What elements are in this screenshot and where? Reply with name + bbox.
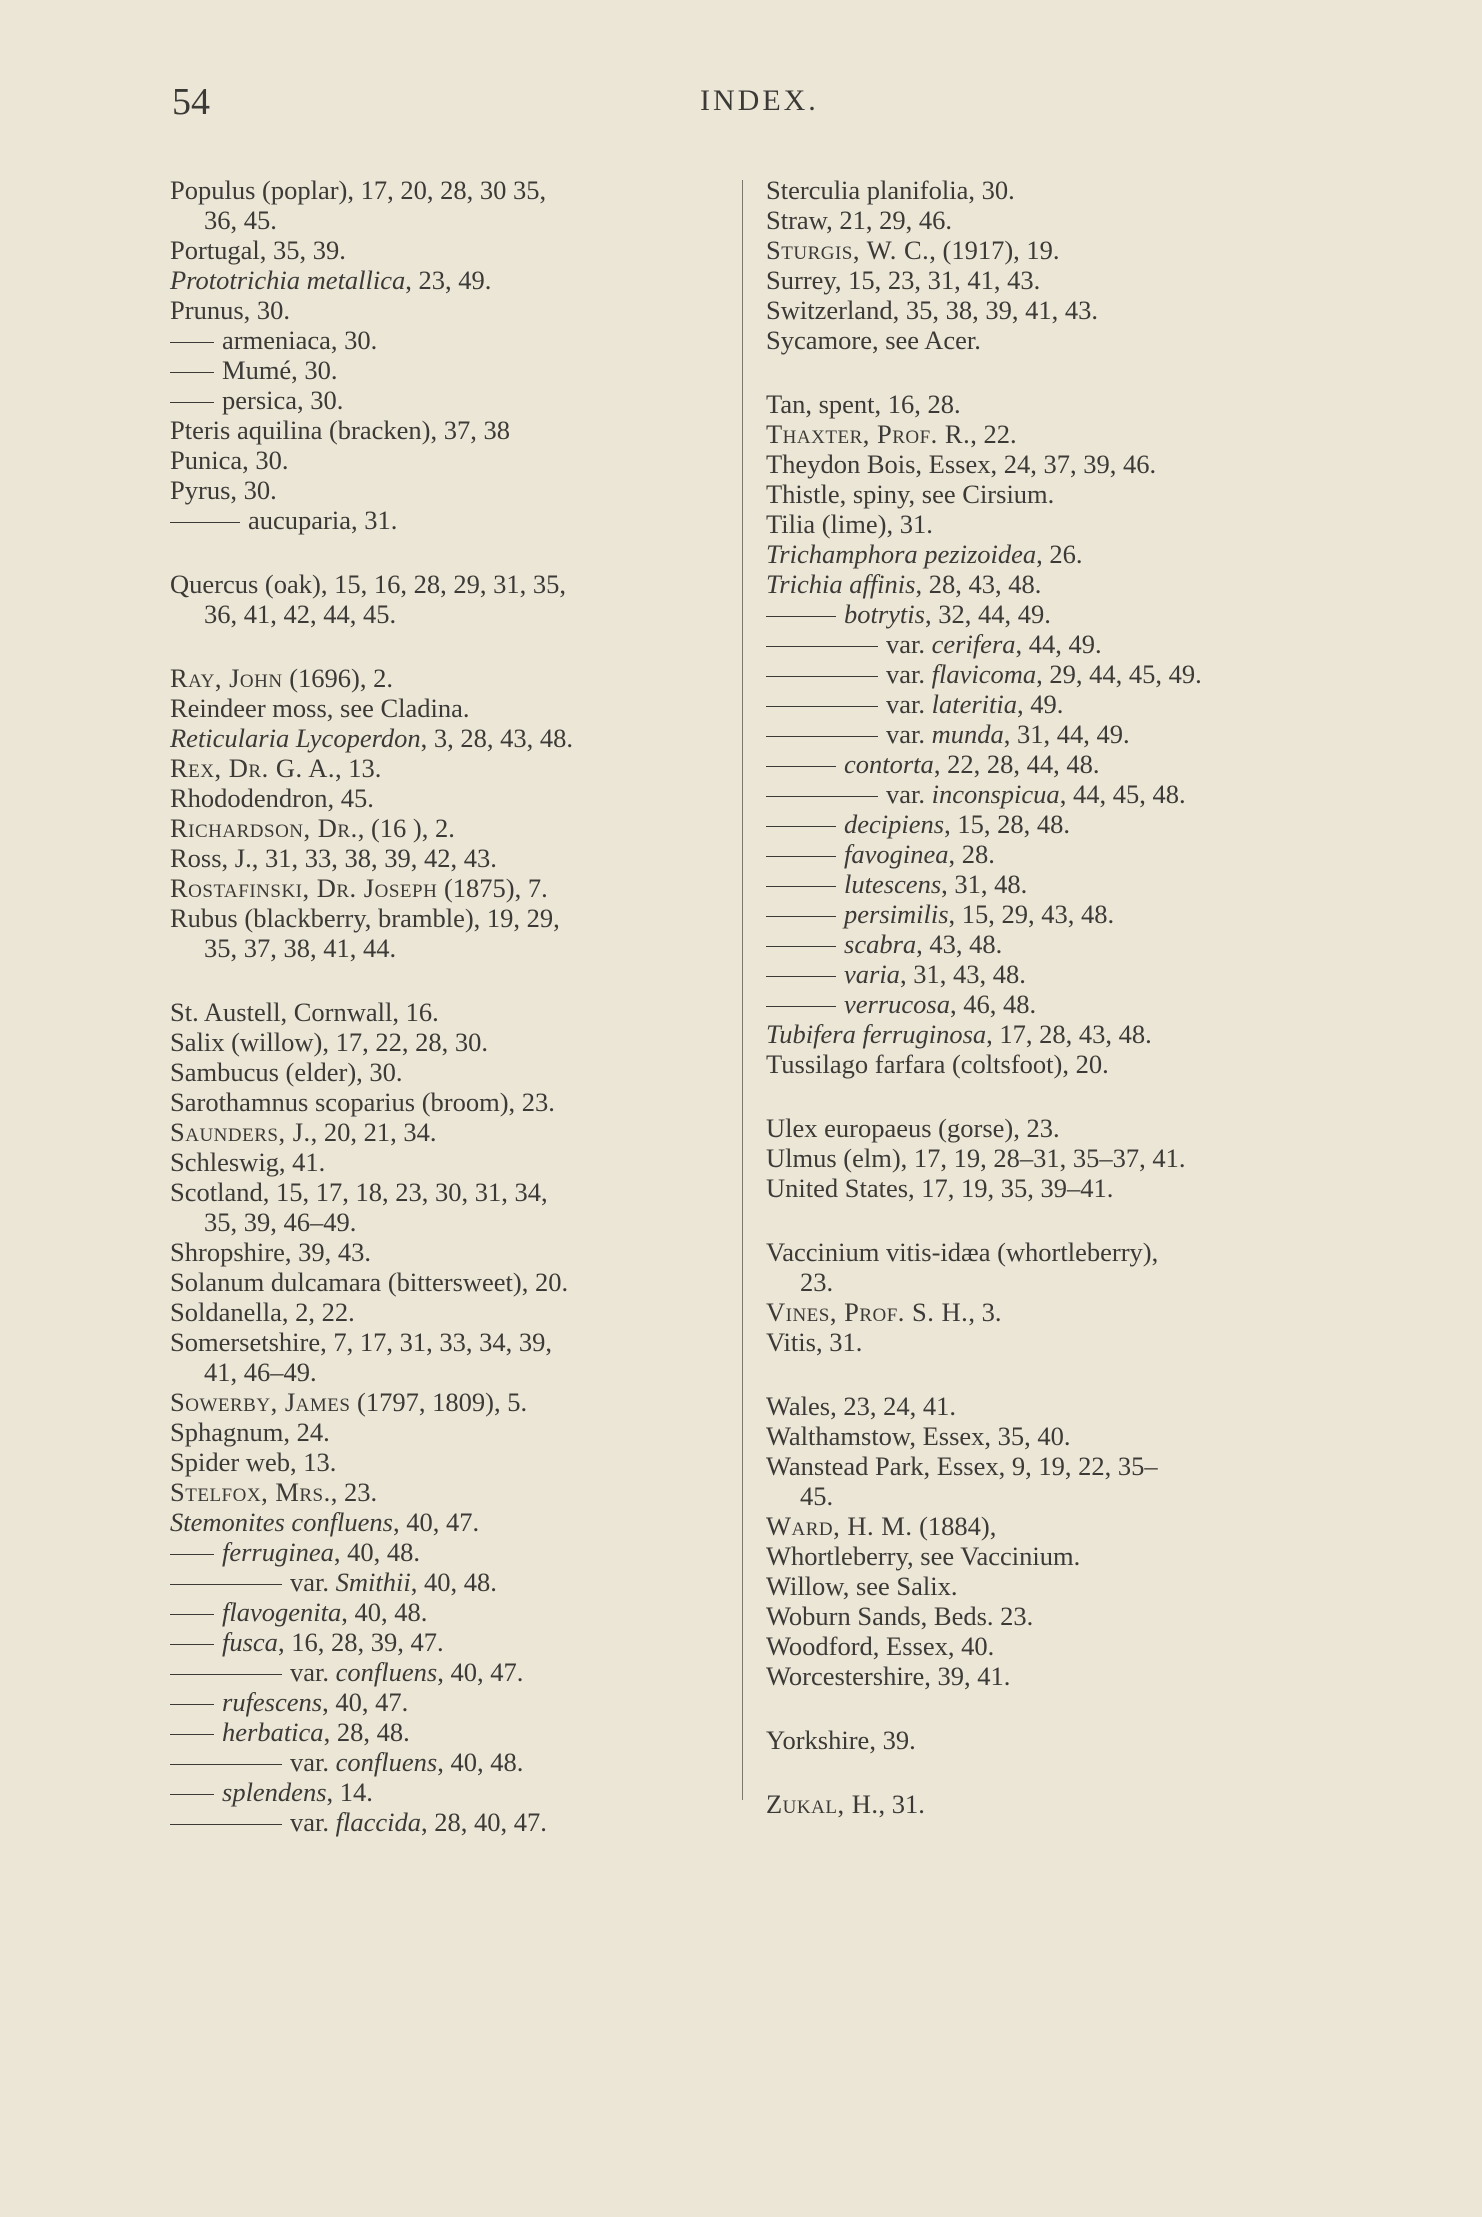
entry-text: , 16, 28, 39, 47.	[277, 1627, 444, 1657]
index-column-left	[170, 175, 730, 1837]
index-entry	[170, 355, 730, 385]
entry-italic-text: Trichia affinis	[766, 569, 916, 599]
index-entry	[766, 1571, 1336, 1601]
index-entry	[170, 693, 730, 723]
section-gap	[766, 1357, 1336, 1391]
index-entry	[766, 689, 1336, 719]
section-gap	[766, 355, 1336, 389]
entry-smallcaps-text: Zukal, H.	[766, 1789, 879, 1819]
entry-smallcaps-text: Rex, Dr. G. A.	[170, 753, 336, 783]
index-entry	[170, 569, 730, 599]
entry-text: aucuparia, 31.	[248, 505, 398, 535]
entry-text: Switzerland, 35, 38, 39, 41, 43.	[766, 295, 1098, 325]
index-entry	[170, 175, 730, 205]
ditto-dash	[766, 826, 836, 827]
entry-text: Schleswig, 41.	[170, 1147, 326, 1177]
entry-italic-text: splendens	[222, 1777, 327, 1807]
entry-text: , 3.	[968, 1297, 1002, 1327]
entry-text: , 29, 44, 45, 49.	[1036, 659, 1202, 689]
entry-text: , 40, 48.	[437, 1747, 524, 1777]
ditto-dash	[170, 1674, 282, 1675]
entry-italic-text: scabra	[844, 929, 917, 959]
ditto-dash	[766, 1006, 836, 1007]
column-divider	[742, 180, 743, 1800]
index-entry	[766, 719, 1336, 749]
entry-text: Solanum dulcamara (bittersweet), 20.	[170, 1267, 569, 1297]
entry-text: Tan, spent, 16, 28.	[766, 389, 961, 419]
index-entry	[766, 1601, 1336, 1631]
index-entry	[766, 265, 1336, 295]
section-gap	[170, 963, 730, 997]
entry-text: Tilia (lime), 31.	[766, 509, 933, 539]
ditto-dash	[170, 1704, 214, 1705]
ditto-dash	[170, 1734, 214, 1735]
index-entry	[766, 599, 1336, 629]
index-entry	[766, 1049, 1336, 1079]
entry-smallcaps-text: Ray, John	[170, 663, 283, 693]
index-entry	[766, 1451, 1336, 1481]
index-entry	[170, 1237, 730, 1267]
entry-text: Willow, see Salix.	[766, 1571, 958, 1601]
ditto-dash	[170, 1614, 214, 1615]
index-entry	[766, 1421, 1336, 1451]
entry-text: Sarothamnus scoparius (broom), 23.	[170, 1087, 555, 1117]
index-entry	[170, 1567, 730, 1597]
entry-text: Wales, 23, 24, 41.	[766, 1391, 956, 1421]
entry-text: 36, 45.	[204, 205, 277, 235]
entry-text: , 17, 28, 43, 48.	[986, 1019, 1152, 1049]
index-entry	[766, 1511, 1336, 1541]
entry-text: United States, 17, 19, 35, 39–41.	[766, 1173, 1114, 1203]
index-entry	[766, 959, 1336, 989]
entry-text: , 40, 48.	[410, 1567, 497, 1597]
index-entry	[170, 663, 730, 693]
index-entry	[170, 1117, 730, 1147]
index-entry	[170, 1447, 730, 1477]
index-entry	[766, 1327, 1336, 1357]
index-entry-continuation	[170, 599, 730, 629]
entry-italic-text: lutescens	[844, 869, 942, 899]
entry-italic-text: herbatica	[222, 1717, 324, 1747]
entry-text: Spider web, 13.	[170, 1447, 337, 1477]
entry-text: (1797, 1809), 5.	[350, 1387, 528, 1417]
entry-text: Rubus (blackberry, bramble), 19, 29,	[170, 903, 560, 933]
index-entry	[766, 325, 1336, 355]
entry-text: Punica, 30.	[170, 445, 289, 475]
index-entry	[766, 235, 1336, 265]
entry-italic-text: decipiens	[844, 809, 945, 839]
section-gap	[766, 1079, 1336, 1113]
entry-text: Yorkshire, 39.	[766, 1725, 916, 1755]
index-entry	[766, 1391, 1336, 1421]
index-entry	[170, 265, 730, 295]
entry-text: (1875), 7.	[437, 873, 548, 903]
ditto-dash	[170, 1644, 214, 1645]
entry-text: Sterculia planifolia, 30.	[766, 175, 1015, 205]
index-entry	[170, 1387, 730, 1417]
entry-italic-text: flaccida	[335, 1807, 421, 1837]
index-entry-continuation	[170, 1207, 730, 1237]
ditto-dash	[170, 1764, 282, 1765]
entry-text: Sycamore, see Acer.	[766, 325, 981, 355]
index-entry	[170, 235, 730, 265]
entry-text: var.	[290, 1807, 336, 1837]
entry-text: Vaccinium vitis-idæa (whortleberry),	[766, 1237, 1159, 1267]
entry-text: , 32, 44, 49.	[924, 599, 1051, 629]
index-entry	[170, 1177, 730, 1207]
index-entry	[170, 1027, 730, 1057]
index-entry	[766, 869, 1336, 899]
ditto-dash	[766, 676, 878, 677]
entry-italic-text: persimilis	[844, 899, 949, 929]
entry-text: , (16 ), 2.	[357, 813, 455, 843]
entry-italic-text: confluens	[335, 1657, 438, 1687]
entry-text: , (1917), 19.	[929, 235, 1060, 265]
index-entry	[170, 997, 730, 1027]
entry-italic-text: Smithii	[335, 1567, 411, 1597]
index-entry	[766, 1631, 1336, 1661]
entry-italic-text: lateritia	[931, 689, 1018, 719]
entry-text: (1884),	[912, 1511, 997, 1541]
entry-text: 36, 41, 42, 44, 45.	[204, 599, 397, 629]
index-entry	[170, 385, 730, 415]
entry-text: , 44, 49.	[1015, 629, 1102, 659]
index-entry	[170, 723, 730, 753]
entry-text: , 26.	[1036, 539, 1083, 569]
index-entry	[170, 1717, 730, 1747]
index-entry	[766, 1237, 1336, 1267]
entry-text: , 28, 40, 47.	[421, 1807, 547, 1837]
index-entry	[766, 809, 1336, 839]
section-gap	[766, 1691, 1336, 1725]
index-entry	[766, 1789, 1336, 1819]
entry-italic-text: ferruginea	[222, 1537, 334, 1567]
entry-text: Wanstead Park, Essex, 9, 19, 22, 35–	[766, 1451, 1158, 1481]
index-entry	[170, 903, 730, 933]
entry-text: Reindeer moss, see Cladina.	[170, 693, 470, 723]
entry-text: Prunus, 30.	[170, 295, 291, 325]
index-entry	[766, 629, 1336, 659]
entry-italic-text: flavicoma	[931, 659, 1037, 689]
entry-italic-text: rufescens	[222, 1687, 323, 1717]
ditto-dash	[766, 946, 836, 947]
index-entry	[766, 419, 1336, 449]
index-entry	[766, 295, 1336, 325]
ditto-dash	[766, 796, 878, 797]
entry-text: , 44, 45, 48.	[1059, 779, 1186, 809]
entry-text: Straw, 21, 29, 46.	[766, 205, 952, 235]
entry-text: Somersetshire, 7, 17, 31, 33, 34, 39,	[170, 1327, 553, 1357]
index-entry	[170, 1807, 730, 1837]
entry-text: , 31.	[878, 1789, 925, 1819]
entry-text: , 28, 48.	[323, 1717, 410, 1747]
entry-text: Walthamstow, Essex, 35, 40.	[766, 1421, 1071, 1451]
index-entry	[170, 325, 730, 355]
index-entry	[170, 753, 730, 783]
entry-text: Theydon Bois, Essex, 24, 37, 39, 46.	[766, 449, 1157, 479]
entry-text: Thistle, spiny, see Cirsium.	[766, 479, 1055, 509]
index-entry	[766, 659, 1336, 689]
page-number: 54	[172, 81, 210, 123]
ditto-dash	[766, 646, 878, 647]
entry-text: 35, 39, 46–49.	[204, 1207, 357, 1237]
entry-text: , 14.	[326, 1777, 373, 1807]
index-entry	[766, 569, 1336, 599]
index-entry	[766, 449, 1336, 479]
entry-text: var.	[886, 779, 932, 809]
entry-text: 41, 46–49.	[204, 1357, 317, 1387]
index-entry	[170, 1267, 730, 1297]
index-entry	[170, 1597, 730, 1627]
entry-text: , 3, 28, 43, 48.	[420, 723, 574, 753]
index-entry	[170, 475, 730, 505]
entry-smallcaps-text: Vines, Prof. S. H.	[766, 1297, 969, 1327]
entry-text: , 13.	[335, 753, 382, 783]
section-gap	[170, 629, 730, 663]
entry-text: , 22.	[970, 419, 1017, 449]
ditto-dash	[170, 402, 214, 403]
ditto-dash	[766, 616, 836, 617]
index-entry	[766, 779, 1336, 809]
running-head: INDEX.	[700, 84, 819, 117]
entry-smallcaps-text: Stelfox, Mrs.	[170, 1477, 331, 1507]
entry-text: Pteris aquilina (bracken), 37, 38	[170, 415, 510, 445]
entry-italic-text: varia	[844, 959, 900, 989]
entry-smallcaps-text: Sturgis, W. C.	[766, 235, 930, 265]
ditto-dash	[170, 1554, 214, 1555]
index-entry	[766, 1725, 1336, 1755]
entry-text: , 31, 44, 49.	[1003, 719, 1130, 749]
entry-smallcaps-text: Thaxter, Prof. R.	[766, 419, 971, 449]
index-entry	[170, 1057, 730, 1087]
entry-text: Quercus (oak), 15, 16, 28, 29, 31, 35,	[170, 569, 566, 599]
index-entry	[766, 1173, 1336, 1203]
entry-italic-text: verrucosa	[844, 989, 950, 1019]
entry-text: (1696), 2.	[282, 663, 394, 693]
entry-text: var.	[886, 689, 932, 719]
entry-text: , 40, 47.	[322, 1687, 409, 1717]
ditto-dash	[766, 916, 836, 917]
index-column-right	[766, 175, 1336, 1819]
ditto-dash	[170, 522, 240, 523]
index-entry	[766, 899, 1336, 929]
index-entry-continuation	[170, 933, 730, 963]
index-entry	[170, 295, 730, 325]
index-entry	[170, 843, 730, 873]
entry-text: Ross, J., 31, 33, 38, 39, 42, 43.	[170, 843, 497, 873]
entry-text: armeniaca, 30.	[222, 325, 378, 355]
entry-text: , 49.	[1017, 689, 1064, 719]
index-entry	[766, 1143, 1336, 1173]
ditto-dash	[170, 1584, 282, 1585]
entry-smallcaps-text: Richardson, Dr.	[170, 813, 358, 843]
entry-text: , 20, 21, 34.	[310, 1117, 437, 1147]
entry-text: , 28, 43, 48.	[915, 569, 1042, 599]
entry-text: Tussilago farfara (coltsfoot), 20.	[766, 1049, 1109, 1079]
index-entry	[766, 539, 1336, 569]
index-entry	[170, 1537, 730, 1567]
index-entry	[766, 1019, 1336, 1049]
entry-smallcaps-text: Sowerby, James	[170, 1387, 351, 1417]
index-entry	[766, 479, 1336, 509]
entry-text: , 43, 48.	[916, 929, 1003, 959]
index-entry	[766, 1541, 1336, 1571]
index-entry	[170, 505, 730, 535]
index-entry	[766, 929, 1336, 959]
index-entry	[170, 1477, 730, 1507]
entry-text: Worcestershire, 39, 41.	[766, 1661, 1011, 1691]
entry-italic-text: cerifera	[931, 629, 1016, 659]
index-entry-continuation	[766, 1481, 1336, 1511]
index-entry	[766, 839, 1336, 869]
entry-italic-text: munda	[931, 719, 1004, 749]
entry-text: Portugal, 35, 39.	[170, 235, 346, 265]
ditto-dash	[766, 886, 836, 887]
index-entry	[170, 445, 730, 475]
entry-italic-text: flavogenita	[222, 1597, 342, 1627]
entry-text: Soldanella, 2, 22.	[170, 1297, 355, 1327]
ditto-dash	[766, 856, 836, 857]
ditto-dash	[766, 976, 836, 977]
entry-text: Shropshire, 39, 43.	[170, 1237, 371, 1267]
entry-text: , 15, 29, 43, 48.	[948, 899, 1115, 929]
entry-text: , 31, 48.	[941, 869, 1028, 899]
section-gap	[766, 1203, 1336, 1237]
entry-text: var.	[886, 629, 932, 659]
entry-text: , 40, 47.	[393, 1507, 480, 1537]
entry-text: , 23, 49.	[405, 265, 492, 295]
entry-text: , 40, 47.	[437, 1657, 524, 1687]
entry-text: , 40, 48.	[333, 1537, 420, 1567]
index-entry	[170, 1627, 730, 1657]
entry-text: var.	[886, 659, 932, 689]
entry-italic-text: Stemonites confluens	[170, 1507, 393, 1537]
index-entry	[170, 1657, 730, 1687]
index-entry	[170, 1297, 730, 1327]
index-entry	[766, 1297, 1336, 1327]
entry-text: , 40, 48.	[341, 1597, 428, 1627]
ditto-dash	[766, 706, 878, 707]
entry-italic-text: fusca	[222, 1627, 278, 1657]
entry-text: var.	[290, 1657, 336, 1687]
entry-text: Ulex europaeus (gorse), 23.	[766, 1113, 1060, 1143]
entry-italic-text: Prototrichia metallica	[170, 265, 406, 295]
entry-smallcaps-text: Rostafinski, Dr. Joseph	[170, 873, 438, 903]
entry-italic-text: favoginea	[844, 839, 949, 869]
entry-text: Surrey, 15, 23, 31, 41, 43.	[766, 265, 1041, 295]
entry-text: Pyrus, 30.	[170, 475, 277, 505]
index-entry	[170, 783, 730, 813]
entry-text: Woburn Sands, Beds. 23.	[766, 1601, 1034, 1631]
index-entry	[170, 1327, 730, 1357]
index-entry	[766, 1661, 1336, 1691]
entry-text: 35, 37, 38, 41, 44.	[204, 933, 397, 963]
entry-text: , 23.	[330, 1477, 378, 1507]
index-entry	[766, 989, 1336, 1019]
index-entry	[170, 873, 730, 903]
ditto-dash	[766, 736, 878, 737]
entry-text: Ulmus (elm), 17, 19, 28–31, 35–37, 41.	[766, 1143, 1186, 1173]
index-entry	[766, 205, 1336, 235]
index-entry	[170, 1777, 730, 1807]
entry-italic-text: Tubifera ferruginosa	[766, 1019, 987, 1049]
entry-text: 45.	[800, 1481, 834, 1511]
entry-italic-text: contorta	[844, 749, 934, 779]
index-entry	[170, 1687, 730, 1717]
index-entry	[170, 1087, 730, 1117]
entry-text: , 22, 28, 44, 48.	[933, 749, 1100, 779]
index-entry	[170, 1417, 730, 1447]
index-entry	[766, 175, 1336, 205]
section-gap	[170, 535, 730, 569]
index-entry-continuation	[170, 1357, 730, 1387]
entry-text: Populus (poplar), 17, 20, 28, 30 35,	[170, 175, 547, 205]
entry-text: , 46, 48.	[949, 989, 1037, 1019]
entry-text: , 31, 43, 48.	[899, 959, 1026, 989]
index-entry-continuation	[170, 205, 730, 235]
entry-italic-text: Trichamphora pezizoidea	[766, 539, 1037, 569]
ditto-dash	[766, 766, 836, 767]
entry-text: Woodford, Essex, 40.	[766, 1631, 995, 1661]
entry-text: Scotland, 15, 17, 18, 23, 30, 31, 34,	[170, 1177, 548, 1207]
ditto-dash	[170, 1794, 214, 1795]
entry-text: Mumé, 30.	[222, 355, 338, 385]
entry-text: Rhododendron, 45.	[170, 783, 374, 813]
entry-smallcaps-text: Ward, H. M.	[766, 1511, 913, 1541]
section-gap	[766, 1755, 1336, 1789]
ditto-dash	[170, 342, 214, 343]
entry-text: Sambucus (elder), 30.	[170, 1057, 403, 1087]
index-entry	[766, 749, 1336, 779]
entry-text: var.	[290, 1567, 336, 1597]
index-entry	[170, 813, 730, 843]
entry-text: persica, 30.	[222, 385, 344, 415]
entry-text: 23.	[800, 1267, 834, 1297]
ditto-dash	[170, 1824, 282, 1825]
entry-smallcaps-text: Saunders, J.	[170, 1117, 311, 1147]
entry-text: Salix (willow), 17, 22, 28, 30.	[170, 1027, 488, 1057]
entry-text: Vitis, 31.	[766, 1327, 863, 1357]
index-entry	[170, 1507, 730, 1537]
entry-text: Whortleberry, see Vaccinium.	[766, 1541, 1081, 1571]
index-entry	[766, 1113, 1336, 1143]
index-entry	[766, 389, 1336, 419]
entry-text: Sphagnum, 24.	[170, 1417, 330, 1447]
ditto-dash	[170, 372, 214, 373]
entry-text: St. Austell, Cornwall, 16.	[170, 997, 439, 1027]
entry-italic-text: confluens	[335, 1747, 438, 1777]
entry-text: var.	[886, 719, 932, 749]
index-entry	[170, 1147, 730, 1177]
entry-italic-text: Reticularia Lycoperdon	[170, 723, 421, 753]
entry-italic-text: botrytis	[844, 599, 925, 629]
index-entry	[766, 509, 1336, 539]
entry-text: , 28.	[948, 839, 995, 869]
entry-text: var.	[290, 1747, 336, 1777]
index-entry-continuation	[766, 1267, 1336, 1297]
index-entry	[170, 1747, 730, 1777]
entry-text: , 15, 28, 48.	[944, 809, 1070, 839]
entry-italic-text: inconspicua	[931, 779, 1060, 809]
index-entry	[170, 415, 730, 445]
